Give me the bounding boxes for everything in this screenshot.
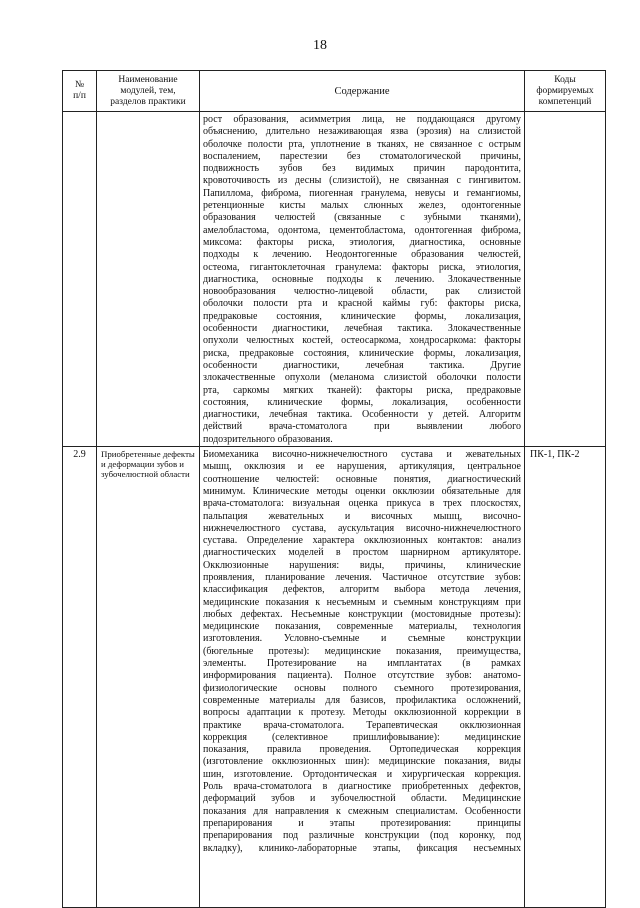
- content-line: мышц, окклюзия и ее нарушения, артикуляция, центральное: [203, 461, 521, 473]
- content-line: образования челюстей (связанные с зубными тканями),: [203, 212, 521, 224]
- content-line: Роль врача-стоматолога в диагностике приобретенных дефектов,: [203, 781, 521, 793]
- content-line: шин, изготовление. Ортодонтическая и хирургическая коррекция.: [203, 768, 521, 780]
- content-line: воспалением, парестезии без стоматологической причины,: [203, 150, 521, 162]
- row-competency-codes: ПК-1, ПК-2: [525, 447, 606, 908]
- table-header-row: [63, 71, 606, 112]
- content-line: действий врача-стоматолога при выявлении любого: [203, 421, 521, 433]
- row-content: [200, 112, 525, 447]
- content-line: информирования пациента). Полное отсутствие зубов: анатомо-: [203, 670, 521, 682]
- header-module-name-text: Наименование модулей, тем, разделов практики: [110, 74, 186, 107]
- content-line: риска, предраковые состояния, клинические формы, локализация,: [203, 347, 521, 359]
- header-content-text: Содержание: [334, 85, 390, 97]
- content-line: пальпация жевательных и височных мышц, височно-: [203, 510, 521, 522]
- row-content: [200, 447, 525, 908]
- content-line: подвижность зубов без видимых причин пародонтита,: [203, 163, 521, 175]
- row-module-name: [97, 112, 200, 447]
- row-competency-codes: [525, 112, 606, 447]
- content-line: диагностика, основные подходы к лечению. Злокачественные: [203, 273, 521, 285]
- content-line: Папиллома, фиброма, пиогенная гранулема, невусы и гемангиомы,: [203, 187, 521, 199]
- content-line: миксома: факторы риска, этиология, диагностика, основные: [203, 236, 521, 248]
- content-line: медицинские показания, современные материалы, технология: [203, 621, 521, 633]
- content-line: минимум. Клинические методы оценки окклюзии обязательные для: [203, 485, 521, 497]
- content-line: современные материалы для базисов, профилактика осложнений,: [203, 694, 521, 706]
- content-line: остеома, гигантоклеточная гранулема: факторы риска, этиология,: [203, 261, 521, 273]
- header-competency-codes: [525, 71, 606, 112]
- content-line: Биомеханика височно-нижнечелюстного сустава и жевательных: [203, 449, 521, 461]
- content-line: деформаций зубов и зубочелюстной области. Медицинские: [203, 793, 521, 805]
- content-line: вопросы адаптации к протезу. Методы окклюзионной коррекции в: [203, 707, 521, 719]
- content-line: физиологические основы полного съемного протезирования,: [203, 682, 521, 694]
- content-line: злокачественные опухоли (меланома слизистой оболочки полости: [203, 372, 521, 384]
- content-line: диагностических моделей в простом шарнирном артикуляторе.: [203, 547, 521, 559]
- content-line: кровоточивость из десны (слизистой), не связанная с гингивитом.: [203, 175, 521, 187]
- content-line: препарирования под различные конструкции (под коронку, под: [203, 830, 521, 842]
- content-line: показания, правила проведения. Ортопедическая коррекция: [203, 744, 521, 756]
- content-line: нижнечелюстного сустава, аускультация височно-нижнечелюстного: [203, 522, 521, 534]
- row-module-name: Приобретенные дефекты и деформации зубов и зубочелюстной области: [97, 447, 200, 908]
- content-line: рост образования, асимметрия лица, не поддающаяся другому: [203, 114, 521, 125]
- content-line: объяснению, длительно незаживающая язва (эрозия) на слизистой: [203, 126, 521, 138]
- content-line: препарирования и этапы протезирования: принципы: [203, 817, 521, 829]
- content-line: особенности диагностики, лечебная тактика. Злокачественные: [203, 323, 521, 335]
- content-line: оболочке полости рта, уплотнение в тканях, не связанное с острым: [203, 138, 521, 150]
- content-line: новообразования челюстно-лицевой области, рак слизистой: [203, 286, 521, 298]
- content-line: изготовления. Условно-съемные и съемные конструкции: [203, 633, 521, 645]
- content-line: классификация дефектов, алгоритм выбора метода лечения,: [203, 584, 521, 596]
- header-module-name: [97, 71, 200, 112]
- content-line: показания для направления к смежным специалистам. Особенности: [203, 805, 521, 817]
- header-number: [63, 71, 97, 112]
- header-competency-codes-text: Коды формируемых компетенций: [536, 74, 594, 107]
- content-line: практике врача-стоматолога. Терапевтическая окклюзионная: [203, 719, 521, 731]
- content-line: сустава. Определение характера окклюзионных контактов: анализ: [203, 535, 521, 547]
- header-content: [200, 71, 525, 112]
- content-line: (бюгельные протезы): медицинские показания, преимущества,: [203, 645, 521, 657]
- content-line: элементы. Протезирование на имплантатах (в рамках: [203, 658, 521, 670]
- content-line: диагностики, лечебная тактика. Особенности у детей. Алгоритм: [203, 409, 521, 421]
- content-line: проявления, планирование лечения. Частичное отсутствие зубов:: [203, 571, 521, 583]
- content-line: (изготовление окклюзионных шин): медицинские показания, виды: [203, 756, 521, 768]
- content-line: соотношение челюстей: основные понятия, диагностический: [203, 473, 521, 485]
- content-line: подозрительного образования.: [203, 433, 333, 445]
- content-line: рта, саркомы мягких тканей): факторы риска, предраковые: [203, 384, 521, 396]
- curriculum-table: [62, 70, 606, 908]
- content-line: оболочки полости рта и красной каймы губ: факторы риска,: [203, 298, 521, 310]
- content-line: опухоли челюстных костей, остеосаркома, хондросаркома: факторы: [203, 335, 521, 347]
- content-line: ретенционные кисты малых слюнных желез, одонтогенные: [203, 200, 521, 212]
- content-line: врача-стоматолога: визуальная оценка прикуса в трех плоскостях,: [203, 498, 521, 510]
- content-line: Окклюзионные нарушения: виды, причины, клинические: [203, 559, 521, 571]
- content-line: подходы к лечению. Неодонтогенные образования челюстей,: [203, 249, 521, 261]
- page-number: 18: [313, 38, 327, 53]
- table-row: [63, 112, 606, 447]
- content-line: предраковые состояния, клинические формы, локализация,: [203, 310, 521, 322]
- content-line: вкладку), клинико-лабораторные этапы, фиксация несъемных: [203, 842, 521, 854]
- content-line: амелобластома, одонтома, цементобластома, одонтогенная фиброма,: [203, 224, 521, 236]
- row-number: 2.9: [63, 447, 97, 908]
- row-number: [63, 112, 97, 447]
- table-row: [63, 447, 606, 908]
- header-number-text: № п/п: [73, 80, 86, 101]
- content-line: любых дефектах. Несъемные конструкции (мостовидные протезы):: [203, 608, 521, 620]
- content-line: состояния, клинические формы, локализация, особенности: [203, 396, 521, 408]
- content-lines: [203, 449, 521, 855]
- content-line: медицинские показания к несъемным и съемным конструкциям при: [203, 596, 521, 608]
- content-lines: [203, 114, 521, 446]
- content-line: коррекция (селективное пришлифовывание): медицинские: [203, 731, 521, 743]
- content-line: особенности диагностики, лечебная тактика. Другие: [203, 359, 521, 371]
